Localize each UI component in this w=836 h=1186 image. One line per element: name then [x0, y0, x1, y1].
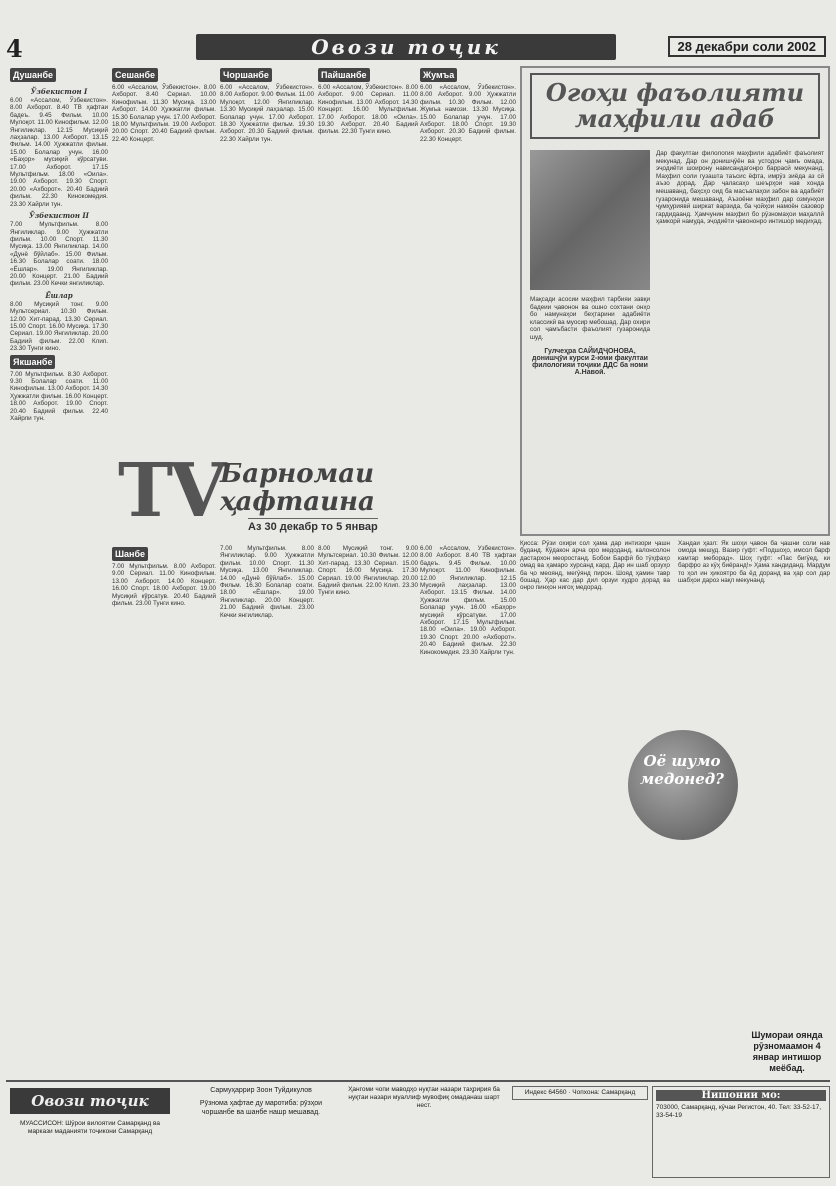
masthead-title: Овози тоҷик [196, 34, 616, 60]
schedule-text: 6.00 «Ассалом, Ўзбекистон». 8.00 Ахборот. 9.00 Ҳужжатли фильм. 10.30 Фильм. 12.00 Жумъа намози. 13.30 Мусиқа. 15.00 Болалар учун. 17.00 Ахборот. 18.00 Спорт. 19.30 Ахборот. 20.30 Бадиий фильм. 22.30 Концерт. [420, 84, 516, 143]
footer-logo: Овози тоҷик [10, 1088, 170, 1114]
day-label-friday: Жумъа [420, 68, 457, 82]
footer-contacts [652, 1086, 830, 1178]
did-you-know-title: Оё шумо медонед? [640, 752, 724, 788]
feature-author: Гулчеҳра САЙИДҶОНОВА, донишҷӯи курси 2-юми факултаи филологияи тоҷики ДДС ба номи А.Навоӣ. [532, 347, 648, 376]
day-label-tuesday: Сешанбе [112, 68, 158, 82]
schedule-text: 6.00 «Ассалом, Ўзбекистон». 8.00 Ахборот. 9.00 Сериал. 11.00 Кинофильм. 13.00 Ахборот. 14.30 Концерт. 16.00 Мультфильм. 17.00 Ахборот. 18.00 «Оила». 19.30 Ахборот. 20.40 Бадиий фильм. 22.30 Тунги кино. [318, 84, 418, 136]
schedule-column-6 [112, 545, 216, 845]
schedule-column-1 [10, 66, 108, 806]
next-issue-announcement: Шумораи оянда рӯзномаамон 4 январ интишор меёбад. [751, 1030, 823, 1073]
story-column-2: Хандаи ҳазл: Як шоҳи ҷавон ба ҷашни соли нав омода мешуд. Вазир гуфт: «Подшоҳо, имсол барф камтар меборад». Шоҳ гуфт: «Пас бигӯед, ки барфро аз кӯҳ биёранд!» Ҳама хандиданд. Мардум то ҳол ин ҳикоятро ба ёд доранд ва ҳар сол дар шабҳои дароз нақл мекунанд. [678, 540, 830, 585]
day-label-wednesday: Чоршанбе [220, 68, 272, 82]
schedule-text: 7.00 Мультфильм. 8.00 Янгиликлар. 9.00 Ҳужжатли фильм. 10.00 Спорт. 11.30 Мусиқа. 13.00 Янгиликлар. 14.00 «Дунё бўйлаб». 15.00 Фильм. 16.30 Болалар соати. 18.00 «Ёшлар». 19.00 Янгиликлар. 20.00 Концерт. 21.00 Бадиий фильм. 23.00 Кечки янгиликлар. [220, 545, 314, 619]
footer-editor: Сармуҳаррир Зоон Туйдикулов Рӯзнома ҳафтае ду маротиба: рӯзҳои чоршанбе ва шанбе нашр мешавад. [199, 1087, 323, 1116]
contacts-text: 703000, Самарқанд, кӯчаи Регистон, 40. Тел: 33-52-17, 33-54-19 [656, 1104, 822, 1119]
channel-heading: Ўзбекистон II [29, 211, 89, 221]
schedule-text: 8.00 Мусиқий тонг. 9.00 Мультсериал. 10.30 Фильм. 12.00 Хит-парад. 13.30 Сериал. 15.00 Спорт. 16.00 Мусиқа. 17.30 Сериал. 19.00 Янгиликлар. 20.00 Бадиий фильм. 22.00 Клип. 23.30 Тунги кино. [318, 545, 418, 597]
feature-title-box [530, 73, 820, 139]
schedule-text: 7.00 Мультфильм. 8.00 Ахборот. 9.00 Сериал. 11.00 Кинофильм. 13.00 Ахборот. 14.00 Концерт. 16.00 Спорт. 18.00 Ахборот. 19.00 Мусиқий кўрсатув. 20.40 Бадиий фильм. 23.00 Тунги кино. [112, 563, 216, 608]
day-label-sunday: Якшанбе [10, 355, 55, 369]
day-label-monday: Душанбе [10, 68, 56, 82]
footer-editorial-note: Ҳангоми чопи маводҳо нуқтаи назари таҳририя ба нуқтаи назари муаллиф мувофиқ омаданаш шарт нест. [348, 1086, 500, 1109]
issue-date: 28 декабри соли 2002 [668, 36, 827, 57]
schedule-text: 6.00 «Ассалом, Ўзбекистон». 8.00 Ахборот. 8.40 ТВ ҳафтаи бадеъ. 9.45 Фильм. 10.00 Мулоқот. 11.00 Кинофильм. 12.00 Янгиликлар. 12.15 Мусиқий лаҳзалар. 13.00 Ахборот. 13.15 Фильм. 14.00 Ҳужжатли фильм. 15.00 Болалар учун. 16.00 «Баҳор» мусиқий кўрсатуви. 17.00 Ахборот. 17.15 Мультфильм. 18.00 «Оила». 19.00 Ахборот. 19.30 Спорт. 20.00 «Ахборот». 20.40 Бадиий фильм. 22.30 Кинокомедия. 23.30 Хайрли тун. [420, 545, 516, 656]
feature-article [520, 66, 830, 536]
feature-body-left: Мақсади асосии маҳфил тарбияи завқи бадеии ҷавонон ва ошно сохтани онҳо бо намунаҳои беҳтарини адабиёти классикӣ ва муосир мебошад. Дар охири сол ҷамъбасти фаъолият гузаронида шуд. Гулчеҳра САЙИДҶОНОВА, донишҷӯи курси 2-юми факултаи филологияи тоҷики ДДС ба номи А.Навоӣ. [530, 296, 650, 376]
schedule-text: 6.00 «Ассалом, Ўзбекистон». 8.00 Ахборот. 8.40 ТВ ҳафтаи бадеъ. 9.45 Фильм. 10.00 Мулоқот. 11.00 Кинофильм. 12.00 Янгиликлар. 12.15 Мусиқий лаҳзалар. 13.00 Ахборот. 13.15 Фильм. 14.00 Ҳужжатли фильм. 15.00 Болалар учун. 16.00 «Баҳор» мусиқий кўрсатуви. 17.00 Ахборот. 17.15 Мультфильм. 18.00 «Оила». 19.00 Ахборот. 19.30 Спорт. 20.00 «Ахборот». 20.40 Бадиий фильм. 22.30 Кинокомедия. 23.30 Хайрли тун. [10, 97, 108, 208]
page-header [6, 34, 830, 62]
schedule-text: 6.00 «Ассалом, Ўзбекистон». 8.00 Ахборот. 8.40 Сериал. 10.00 Кинофильм. 11.30 Мусиқа. 13.00 Ахборот. 14.00 Ҳужжатли фильм. 15.30 Болалар учун. 17.00 Ахборот. 18.00 Мультфильм. 19.00 Ахборот. 20.00 Спорт. 20.40 Бадиий фильм. 22.40 Концерт. [112, 84, 216, 143]
schedule-column-5 [420, 66, 516, 456]
day-label-saturday: Шанбе [112, 547, 148, 561]
tv-banner-dates: Аз 30 декабр то 5 январ [248, 518, 378, 533]
tv-banner [112, 448, 516, 534]
feature-photo [530, 150, 650, 290]
story-column-1: Қисса: Рӯзи охири сол ҳама дар интизори ҷашн буданд. Кӯдакон арча оро медоданд, калонсолон дастархон меоростанд. Бобои Барфӣ бо тӯҳфаҳо омад ва ҳамаро хурсанд кард. Дар ин шаб орзуҳо ба ҷо меоянд, мегӯянд пирон. Шояд ҳамин тавр бошад. Ҳар кас дар дил орзуи худро дорад ва онро пинҳон нигоҳ медорад. [520, 540, 670, 592]
schedule-text: 8.00 Мусиқий тонг. 9.00 Мультсериал. 10.30 Фильм. 12.00 Хит-парад. 13.30 Сериал. 15.00 Спорт. 16.00 Мусиқа. 17.30 Сериал. 19.00 Янгиликлар. 20.00 Бадиий фильм. 22.00 Клип. 23.30 Тунги кино. [10, 300, 108, 353]
schedule-text: 7.00 Мультфильм. 8.30 Ахборот. 9.30 Болалар соати. 11.00 Кинофильм. 13.00 Ахборот. 14.30 Ҳужжатли фильм. 16.00 Концерт. 18.00 Ахборот. 19.00 Спорт. 20.40 Бадиий фильм. 22.40 Хайрли тун. [10, 370, 108, 423]
schedule-column-3 [220, 66, 314, 456]
channel-heading: Ёшлар [45, 290, 73, 300]
tv-logo: TV [118, 448, 223, 534]
schedule-column-8 [318, 545, 418, 845]
channel-heading: Ўзбекистон I [30, 87, 88, 96]
schedule-column-4 [318, 66, 418, 456]
page-number: 4 [6, 34, 23, 63]
footer-founders: МУАССИСОН: Шӯрои вилоятии Самарқанд ва маркази маданияти тоҷикони Самарқанд [19, 1120, 160, 1135]
feature-title: Огоҳи фаъолияти маҳфили адаб [545, 78, 805, 133]
schedule-column-2 [112, 66, 216, 456]
tv-banner-title: Барномаи ҳафтаина [220, 459, 375, 517]
schedule-column-7 [220, 545, 314, 845]
feature-body: Дар факултаи филология маҳфили адабиёт фаъолият мекунад. Дар он донишҷӯён ва устодон ҷамъ омада, эҷодиёти шоирону нависандагонро баррасӣ мекунанд. Маҳфил соли гузашта таъсис ёфта, имрӯз зиёда аз сӣ аъзо дорад. Дар ҷаласаҳо шеърҳои нав хонда мешаванд, баҳсҳо оид ба масъалаҳои забон ва адабиёт гузаронида мешаванд. Аъзоёни маҳфил дар озмунҳои ҷумҳуриявӣ ширкат варзида, ба ҷойҳои намоён сазовор гардидаанд. Ҳамчунин маҳфил бо рӯзномаҳои маҳаллӣ ҳамкорӣ намуда, эҷодиёти ҷавононро интишор медиҳад. [656, 150, 824, 226]
footer-print-info: Индекс 64560 · Чопхона: Самарқанд [512, 1086, 648, 1100]
schedule-text: 6.00 «Ассалом, Ўзбекистон». 8.00 Ахборот. 9.00 Фильм. 11.00 Мулоқот. 12.00 Янгиликлар. 13.30 Мусиқий лаҳзалар. 15.00 Болалар учун. 17.00 Ахборот. 18.30 Ҳужжатли фильм. 19.30 Ахборот. 20.30 Бадиий фильм. 22.30 Хайрли тун. [220, 84, 314, 143]
page-footer [6, 1080, 830, 1180]
day-label-thursday: Пайшанбе [318, 68, 370, 82]
schedule-column-9 [420, 545, 516, 845]
schedule-text: 7.00 Мультфильм. 8.00 Янгиликлар. 9.00 Ҳужжатли фильм. 10.00 Спорт. 11.30 Мусиқа. 13.00 Янгиликлар. 14.00 «Дунё бўйлаб». 15.00 Фильм. 16.30 Болалар соати. 18.00 «Ёшлар». 19.00 Янгиликлар. 20.00 Концерт. 21.00 Бадиий фильм. 23.00 Кечки янгиликлар. [10, 221, 108, 288]
contacts-title: Нишонии мо: [656, 1090, 826, 1101]
